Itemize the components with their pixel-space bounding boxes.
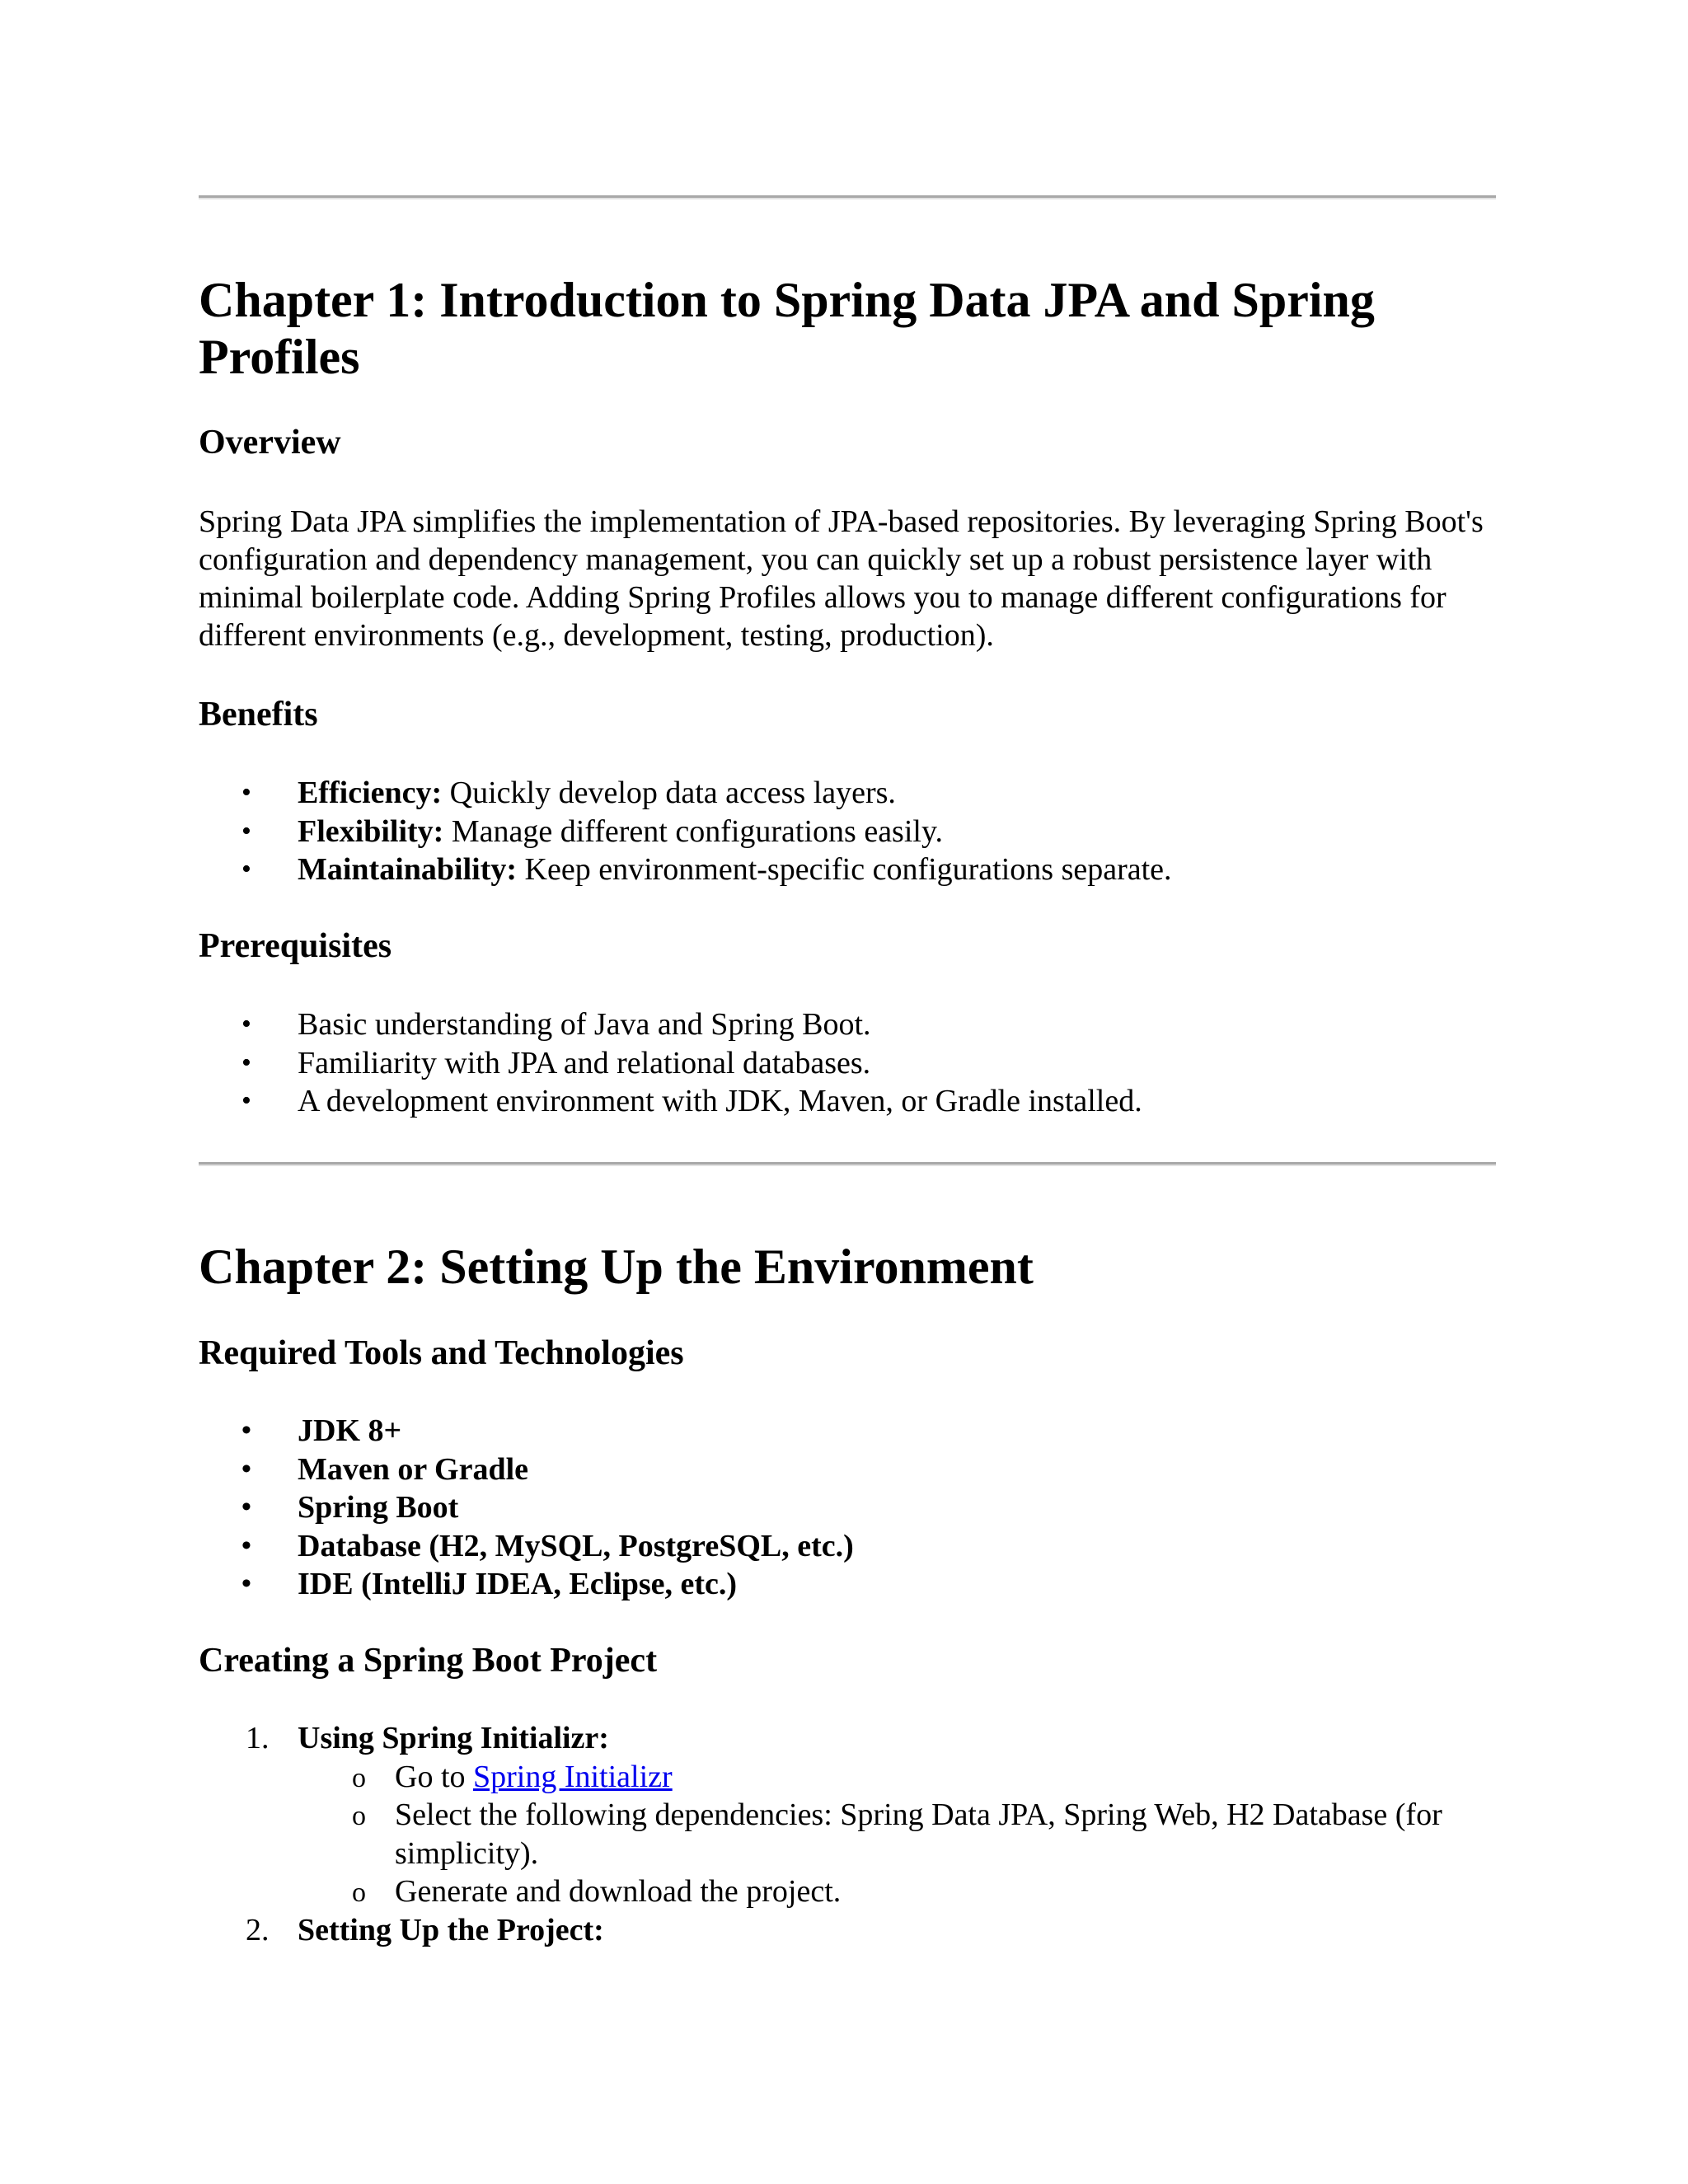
list-item <box>199 1565 854 1604</box>
substeps-list <box>298 1758 1516 1911</box>
spring-initializr-link[interactable]: Spring Initializr <box>473 1759 673 1794</box>
substep-goto-text: Go to <box>395 1759 473 1794</box>
prerequisites-heading: Prerequisites <box>199 927 392 965</box>
list-item <box>298 1872 1516 1911</box>
list-item <box>199 851 1172 889</box>
circle-bullet-icon: o <box>352 1801 366 1831</box>
substep-select-text: Select the following dependencies: Spring Data JPA, Spring Web, H2 Database (for simplicity). <box>395 1797 1442 1871</box>
prerequisite-text: Familiarity with JPA and relational databases. <box>298 1045 871 1080</box>
prerequisite-text: A development environment with JDK, Maven, or Gradle installed. <box>298 1084 1142 1118</box>
list-item <box>199 1488 854 1527</box>
tools-heading: Required Tools and Technologies <box>199 1334 684 1372</box>
bullet-icon: • <box>241 777 251 808</box>
circle-bullet-icon: o <box>352 1762 366 1793</box>
horizontal-rule-top <box>199 195 1496 199</box>
benefits-heading: Benefits <box>199 696 318 733</box>
list-item <box>298 1758 1516 1797</box>
benefit-text: Manage different configurations easily. <box>443 813 943 849</box>
prerequisite-text: Basic understanding of Java and Spring Boot. <box>298 1007 871 1042</box>
overview-heading: Overview <box>199 424 341 462</box>
prerequisites-list <box>199 1005 1142 1121</box>
step-number: 1. <box>246 1721 270 1755</box>
step-title: Using Spring Initializr: <box>298 1721 609 1755</box>
list-item <box>199 1044 1142 1083</box>
horizontal-rule-middle <box>199 1162 1496 1166</box>
benefit-term: Efficiency: <box>298 776 443 810</box>
list-item <box>199 774 1172 813</box>
bullet-icon: • <box>241 1415 251 1446</box>
list-item <box>199 1005 1142 1044</box>
bullet-icon: • <box>241 1047 251 1078</box>
creating-steps-list <box>199 1719 1516 1949</box>
tool-text: Maven or Gradle <box>298 1451 529 1487</box>
benefit-text: Keep environment-specific configurations separate. <box>517 852 1172 887</box>
bullet-icon: • <box>241 1492 251 1522</box>
list-item <box>199 1082 1142 1121</box>
list-item <box>199 1451 854 1489</box>
list-item <box>298 1796 1516 1872</box>
tool-text: IDE (IntelliJ IDEA, Eclipse, etc.) <box>298 1567 738 1601</box>
list-item <box>199 1412 854 1451</box>
bullet-icon: • <box>241 1453 251 1484</box>
bullet-icon: • <box>241 1085 251 1116</box>
bullet-icon: • <box>241 815 251 846</box>
creating-project-heading: Creating a Spring Boot Project <box>199 1642 658 1680</box>
chapter-2-title: Chapter 2: Setting Up the Environment <box>199 1240 1034 1294</box>
tools-list <box>199 1412 854 1604</box>
tool-text: Database (H2, MySQL, PostgreSQL, etc.) <box>298 1528 854 1563</box>
chapter-1-title: Chapter 1: Introduction to Spring Data JPA and Spring Profiles <box>199 273 1375 384</box>
tool-text: JDK 8+ <box>298 1413 402 1448</box>
bullet-icon: • <box>241 854 251 884</box>
list-item <box>199 1527 854 1566</box>
benefit-term: Flexibility: <box>298 813 444 849</box>
step-number: 2. <box>246 1912 270 1947</box>
bullet-icon: • <box>241 1568 251 1599</box>
bullet-icon: • <box>241 1530 251 1561</box>
substep-generate-text: Generate and download the project. <box>395 1874 842 1909</box>
circle-bullet-icon: o <box>352 1877 366 1908</box>
benefit-text: Quickly develop data access layers. <box>442 776 896 810</box>
benefit-term: Maintainability: <box>298 852 518 887</box>
overview-paragraph: Spring Data JPA simplifies the implementation of JPA-based repositories. By leveraging Spring Boot's configuration and dependency management, you can quickly set up a robust persistence layer with minimal boilerplate code. Adding Spring Profiles allows you to manage different configurations for different environments (e.g., development, testing, production). <box>199 504 1484 653</box>
tool-text: Spring Boot <box>298 1490 459 1525</box>
list-item <box>199 1911 1516 1950</box>
list-item <box>199 1719 1516 1911</box>
list-item <box>199 813 1172 851</box>
step-title: Setting Up the Project: <box>298 1912 604 1947</box>
bullet-icon: • <box>241 1009 251 1039</box>
benefits-list <box>199 774 1172 889</box>
